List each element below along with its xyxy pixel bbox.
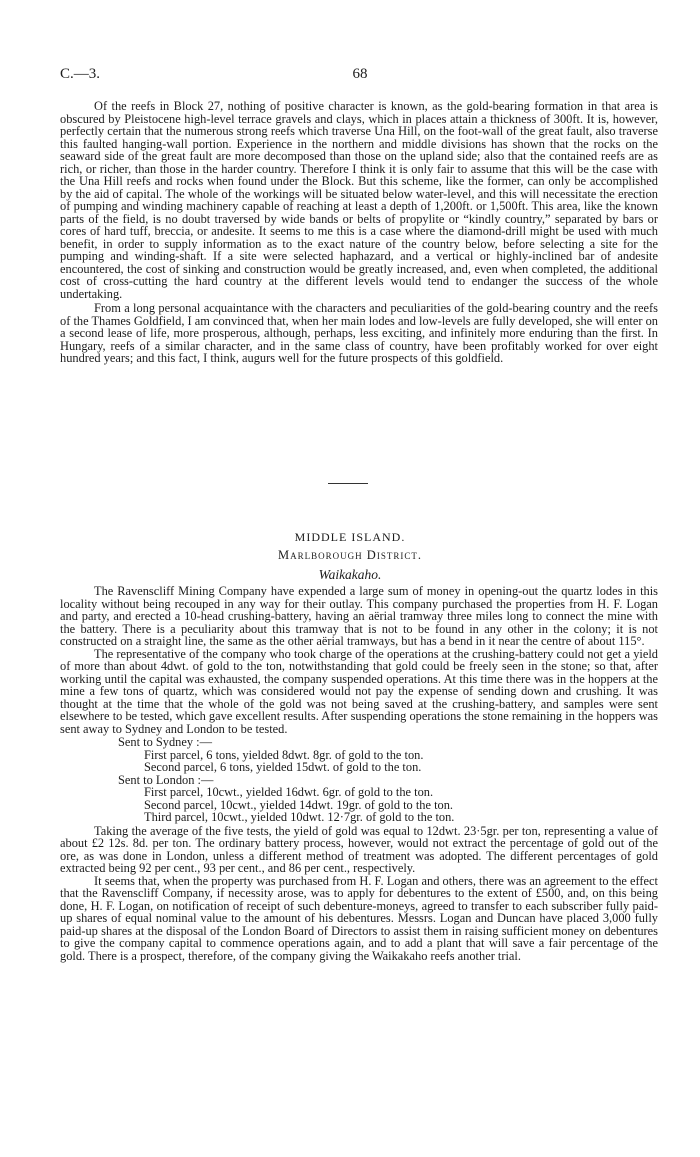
running-head [60,66,660,86]
list-item: Second parcel, 10cwt., yielded 14dwt. 19gr. of gold to the ton. [144,797,454,812]
paragraph: From a long personal acquaintance with the characters and peculiarities of the gold-bearing country and the reefs of the Thames Goldfield, I am convinced that, when her main lodes and low-levels are fully developed, she will enter on a second lease of life, more prosperous, although, perhaps, less exciting, and infinitely more enduring than the first. In Hungary, reefs of a similar character, and in the same class of country, have been profitably worked for over eight hundred years; and this fact, I think, augurs well for the future prospects of this goldfield. [60,301,658,365]
list-label: Sent to London :— [118,772,214,787]
list-item: First parcel, 6 tons, yielded 8dwt. 8gr. of gold to the ton. [144,747,424,762]
district-heading: Marlborough District. [278,548,422,562]
thames-section [60,100,658,365]
list-item: Third parcel, 10cwt., yielded 10dwt. 12·7gr. of gold to the ton. [144,810,455,824]
report-reference: C.—3. [60,66,101,82]
locality-heading: Waikakaho. [318,567,382,582]
paragraph: The representative of the company who took charge of the operations at the crushing-battery could not get a yield of more than about 4dwt. of gold to the ton, notwithstanding that gold could be freely seen in the stone; so that, after working until the capital was exhausted, the company suspended operations. At this time there was in the hoppers at the mine a few tons of quartz, which was considered would not pay the expense of sending down and crushing. It was thought at the time that the whole of the gold was not being saved at the crushing-battery, and samples were sent elsewhere to be tested, which gave excellent results. After suspending operations the stone remaining in the hoppers was sent away to Sydney and London to be tested. [60,646,658,736]
waikakaho-section [60,585,658,962]
paragraph: It seems that, when the property was purchased from H. F. Logan and others, there was an agreement to the effect that the Ravenscliff Company, if necessity arose, was to apply for debentures to the extent of £500, and, on this being done, H. F. Logan, on notification of receipt of such debenture-moneys, agreed to transfer to each subscriber fully paid-up shares of equal nominal value to the amount of his debentures. Messrs. Logan and Duncan have placed 3,000 fully paid-up shares at the disposal of the London Board of Directors to assist them in raising sufficient money on debentures to give the company capital to commence operations again, and to add a plant that will save a fair percentage of the gold. There is a prospect, therefore, of the company giving the Waikakaho reefs another trial. [60,873,658,963]
paragraph: Of the reefs in Block 27, nothing of positive character is known, as the gold-bearing formation in that area is obscured by Pleistocene high-level terrace gravels and clays, which in places attain a thickness of 300ft. It is, however, perfectly certain that the numerous strong reefs which traverse Una Hill, on the foot-wall of the great fault, also traverse this faulted hanging-wall portion. Experience in the northern and middle divisions has shown that the rocks on the seaward side of the great fault are more decomposed than those on the upland side; also that the contained reefs are as rich, or richer, than those in the harder country. Therefore I think it is only fair to assume that this will be the case with the Una Hill reefs and rocks when found under the Block. But this scheme, like the former, can only be accomplished by the aid of capital. The whole of the workings will be situated below water-level, and this will necessitate the erection of pumping and winding machinery capable of reaching at least a depth of 1,200ft. or 1,500ft. This area, like the known parts of the field, is no doubt traversed by wide bands or belts of propylite or “kindly country,” separated by bars or cores of hard tuff, breccia, or andesite. It seems to me this is a case where the diamond-drill might be used with much benefit, in order to supply information as to the exact nature of the country below, before selecting a site for the pumping and winding-shaft. If a site were selected haphazard, and a vertical or highly-inclined bar of andesite encountered, the cost of sinking and construction would be greatly increased, and, even when completed, the additional cost of cross-cutting the hard country at the different levels would tend to endanger the success of the whole undertaking. [60,99,658,301]
paragraph: Taking the average of the five tests, the yield of gold was equal to 12dwt. 23·5gr. per ton, representing a value of about £2 12s. 8d. per ton. The ordinary battery process, however, would not extract the percentage of gold out of the ore, as was done in London, unless a different method of treatment was adopted. The different percentages of gold extracted being 92 per cent., 93 per cent., and 86 per cent., respectively. [60,823,658,875]
island-heading: MIDDLE ISLAND. [294,530,406,544]
paragraph: The Ravenscliff Mining Company have expended a large sum of money in opening-out the quartz lodes in this locality without being recouped in any way for their outlay. This company purchased the properties from H. F. Logan and party, and erected a 10-head crushing-battery, having an aërial tramway three miles long to connect the mine with the battery. There is a peculiarity about this tramway that is not to be found in any other in the colony; it is not constructed on a straight line, the same as the other aërial tramways, but has a bend in it near the centre of about 115°. [60,584,658,648]
list-item: First parcel, 10cwt., yielded 16dwt. 6gr. of gold to the ton. [144,785,434,799]
list-label: Sent to Sydney :— [118,735,212,749]
section-divider [328,483,368,484]
list-item: Second parcel, 6 tons, yielded 15dwt. of gold to the ton. [144,760,422,774]
page-number: 68 [352,66,368,82]
assay-results-list [60,736,658,824]
